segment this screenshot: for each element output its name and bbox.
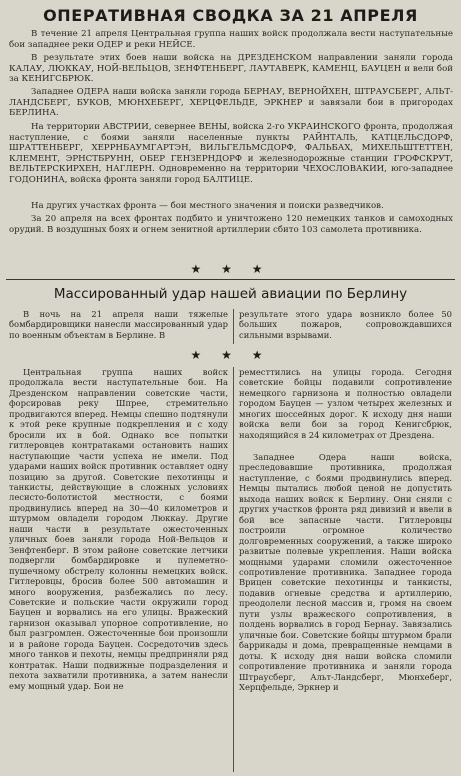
separator-stars-1: ★ ★ ★ [190, 262, 271, 276]
article-subheading: Массированный удар нашей авиации по Берлину [53, 286, 408, 302]
article-left-column: Центральная группа наших войск продолжала вести наступательные бои. На Дрезденском направлении советские части, форсировав реку Шпрее, стремительно продвигаются вперед. Немцы спешно подтянули к этой реке крупные подкрепления и с ходу бросили их в бой. Однако все попытки гитлеровцев контратаками остановить наших наступающие части успеха не имели. Под ударами наших войск противник оставляет одну позицию за другой. Советские пехотинцы и танкисты, действующие в сложных условиях лесисто-болотистой местности, с боями продвинулись вперед на 30—40 километров и штурмом овладели городом Люккау. Другие наши части в результате ожесточенных уличных боев заняли города Ной-Вельцов и Зенфтенберг. В этом районе советские летчики подвергли бомбардировке и пулеметно-пушечному обстрелу колонны немецких войск. Гитлеровцы, бросив более 500 автомашин и много вооружения, разбежались по лесу. Советские и польские части окружили город Бауцен и ворвались на его улицы. Вражеский гарнизон оказывал упорное сопротивление, но был разгромлен. Ожесточенные бои произошли и в районе города Бауцен. Сосредоточив здесь много танков и пехоты, немцы предприняли ряд контратак. Наши подвижные подразделения и пехота захватили противника, а затем нанесли ему мощный удар. Бои не [9, 367, 228, 691]
report-paragraph-6: За 20 апреля на всех фронтах подбито и уничтожено 120 немецких танков и самоходных орудий. В воздушных боях и огнем зенитной артиллерии сбито 103 самолета противника. [9, 214, 453, 235]
report-paragraph-5: На других участках фронта — бои местного значения и поиски разведчиков. [31, 201, 384, 211]
article-right-column-part-2: Западнее Одера наши войска, преследовавшие противника, продолжая наступление, с боями продвинулись вперед. Немцы пытались любой ценой не допустить выхода наших войск к Берлину. Они сняли с других участков фронта ряд дивизий и ввели в бой все запасные части. Гитлеровцы построили огромное количество долговременных сооружений, а также широко развитые полевые укрепления. Наши войска мощными ударами сломили ожесточенное сопротивление противника. Западнее города Врицен советские пехотинцы и танкисты, подавив огневые средства и артиллерию, преодолели лесной массив и, громя на своем пути узлы вражеского сопротивления, в полдень ворвались в город Бернау. Завязались уличные бои. Советские бойцы штурмом брали баррикады и дома, превращенные немцами в доты. К исходу дня наши войска сломили сопротивление противника и заняли города Штраусберг, Альт-Ландсберг, Мюнхеберг, Херцфельде, Эркнер и [239, 452, 452, 692]
column-divider [233, 309, 234, 344]
air-strike-left: В ночь на 21 апреля наши тяжелые бомбардировщики нанесли массированный удар по военным объектам в Берлине. В [9, 309, 228, 340]
report-paragraph-4: На территории АВСТРИИ, севернее ВЕНЫ, войска 2-го УКРАИНСКОГО фронта, продолжая наступление, с боями заняли населенные пункты РАЙНТАЛЬ, КАТЦЕЛЬСДОРФ, ШРАТТЕНБЕРГ, ХЕРРНБАУМГАРТЭН, ВИЛЬГЕЛЬМСДОРФ, ФАЛЬБАХ, МИХЕЛЬШТЕТТЕН, КЛЕМЕНТ, ЭРНСТБРУНН, ОБЕР ГЕНЗЕРНДОРФ и железнодорожные станции ГРОФСКРУТ, ВЕЛЬТЕРСКИРХЕН, НАГЛЕРН. Одновременно на территории ЧЕХОСЛОВАКИИ, юго-западнее ГОДОНИНА, войска фронта заняли город БАЛТИЦЕ. [9, 122, 453, 185]
divider-line [6, 279, 455, 280]
report-paragraph-2: В результате этих боев наши войска на ДРЕЗДЕНСКОМ направлении заняли города КАЛАУ, ЛЮККАУ, НОЙ-ВЕЛЬЦОВ, ЗЕНФТЕНБЕРГ, ЛАУТАВЕРК, КАМЕНЦ, БАУЦЕН и вели бой за КЕНИГСБРЮК. [9, 53, 453, 85]
report-paragraph-3: Западнее ОДЕРА наши войска заняли города БЕРНАУ, ВЕРНОЙХЕН, ШТРАУСБЕРГ, АЛЬТ-ЛАНДСБЕРГ, БУКОВ, МЮНХЕБЕРГ, ХЕРЦФЕЛЬДЕ, ЭРКНЕР и завязали бои в пригородах БЕРЛИНА. [9, 87, 453, 119]
report-paragraph-1: В течение 21 апреля Центральная группа наших войск продолжала вести наступательные бои западнее реки ОДЕР и реки НЕЙСЕ. [9, 29, 453, 50]
air-strike-right: результате этого удара возникло более 50 больших пожаров, сопровождавшихся сильными взрывами. [239, 309, 452, 340]
page-title: ОПЕРАТИВНАЯ СВОДКА ЗА 21 АПРЕЛЯ [43, 6, 418, 25]
column-divider [233, 367, 234, 772]
article-right-column-part-1: реместтились на улицы города. Сегодня советские бойцы подавили сопротивление немецкого гарнизона и полностью овладели городом Бауцен — узлом четырех железных и многих шоссейных дорог. К исходу дня наши войска вели бои за город Кенигсбрюк, находящийся в 24 километрах от Дрездена. [239, 367, 452, 440]
separator-stars-2: ★ ★ ★ [190, 348, 271, 362]
